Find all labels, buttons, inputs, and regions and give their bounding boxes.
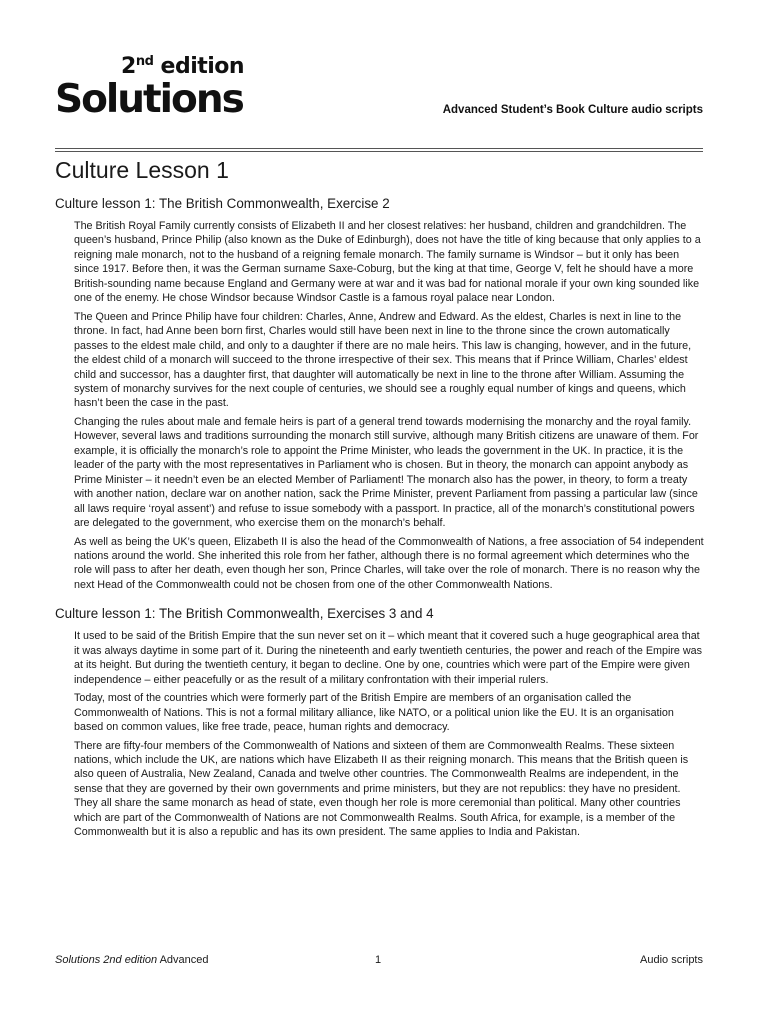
header-rule-bottom xyxy=(55,151,703,152)
logo-edition-word: edition xyxy=(153,54,245,79)
logo-solutions: Solutions xyxy=(55,77,243,122)
main-content xyxy=(55,155,705,844)
paragraph: The Queen and Prince Philip have four children: Charles, Anne, Andrew and Edward. As the eldest, Charles is next in line to the throne. In fact, had Anne been born first, Charles would still have been next in line to the throne since the crown automatically passes to the eldest male child, and only to a daughter if there are no male heirs. This law is changing, however, and in the future, the eldest child of a monarch will succeed to the throne irrespective of their sex. This means that if Prince William, Charles’ eldest child and successor, has a daughter first, that daughter will automatically be next in line to the throne after William. Assuming the system of monarchy survives for the next couple of centuries, we should see a roughly equal number of kings and queens, which hasn’t been the case in the past. xyxy=(74,310,692,410)
paragraph: The British Royal Family currently consists of Elizabeth II and her closest relatives: her husband, children and grandchildren. The queen’s husband, Prince Philip (also known as the Duke of Edinburgh), does not have the title of king because that only applies to a reigning male monarch, not to the husband of a reigning female monarch. The family surname is Windsor – but it only has been since 1917. Before then, it was the German surname Saxe-Coburg, but the king at that time, George V, felt he should have a more British-sounding name because England and Germany were at war and it was bad for national morale if your own king sounded like one of the enemy. He chose Windsor because Windsor Castle is a famous royal palace near London. xyxy=(74,220,701,305)
section-heading: Culture lesson 1: The British Commonwealth, Exercise 2 xyxy=(55,196,390,211)
section-heading: Culture lesson 1: The British Commonwealth, Exercises 3 and 4 xyxy=(55,606,434,622)
paragraph: Changing the rules about male and female heirs is part of a general trend towards modernising the monarchy and the royal family. However, several laws and traditions surrounding the monarch still survive, although many British citizens are unaware of them. For example, it is officially the monarch’s role to appoint the Prime Minister, who leads the government in the UK. In practice, it is the leader of the party with the most representatives in Parliament who is chosen. But in theory, the monarch can appoint anybody as Prime Minister – it needn’t even be an elected Member of Parliament! The monarch also has the power, in theory, to form a treaty with another nation, declare war on another nation, sack the Prime Minister, prevent Parliament from passing a particular law (since all laws require ‘royal assent’) and refuse to issue somebody with a passport. In practice, all of the monarch’s constitutional powers are delegated to the government, who exercise them on the monarch’s behalf. xyxy=(74,415,699,530)
paragraph: It used to be said of the British Empire that the sun never set on it – which meant that it covered such a huge geographical area that it was always daytime in some part of it. During the nineteenth and early twentieth centuries, the power and reach of the Empire was at its height. But during the twentieth century, it began to decline. One by one, countries which were part of the Empire were given independence – either peacefully or as the result of a military confrontation with their imperial rulers. xyxy=(74,630,703,686)
lesson-title: Culture Lesson 1 xyxy=(55,157,229,183)
section-exercise-2 xyxy=(55,196,705,592)
logo-edition-number: 2 xyxy=(121,54,136,79)
page-header xyxy=(55,52,703,122)
paragraph: As well as being the UK’s queen, Elizabeth II is also the head of the Commonwealth of Nations, a free association of 54 independent nations around the world. She inherited this role from her father, although there is no formal agreement which determines who the role will pass to after her death, even though her son, Prince Charles, will take over the role of monarch. There is no reason why the next Head of the Commonwealth could not be chosen from one of the other Commonwealth Nations. xyxy=(74,535,704,591)
footer-section: Audio scripts xyxy=(640,954,703,966)
paragraph: There are fifty-four members of the Commonwealth of Nations and sixteen of them are Commonwealth Realms. These sixteen nations, which include the UK, are nations which have Elizabeth II as their reigning monarch. This means that the British queen is also queen of Australia, New Zealand, Canada and twelve other countries. The Commonwealth Realms are independent, in the sense that they are governed by their own governments and prime ministers, but they are not republics: they have no president. They all share the same monarch as head of state, even though her role is more ceremonial than political. Many other countries which are part of the Commonwealth of Nations are not Commonwealth Realms. South Africa, for example, is a member of the Commonwealth but it is also a republic and has its own president. The same applies to India and Pakistan. xyxy=(74,739,689,839)
section-exercises-3-4 xyxy=(55,606,705,839)
paragraph: Today, most of the countries which were formerly part of the British Empire are members of an organisation called the Commonwealth of Nations. This is not a formal military alliance, like NATO, or a political union like the EU. It is an organisation based on common values, like free trade, peace, human rights and democracy. xyxy=(74,692,674,734)
footer-level: Advanced xyxy=(157,954,209,966)
footer-book-title xyxy=(55,954,209,966)
header-subtitle: Advanced Student’s Book Culture audio scripts xyxy=(442,104,703,116)
logo-edition xyxy=(121,56,244,78)
logo-edition-suffix: nd xyxy=(135,54,154,69)
footer-page-number: 1 xyxy=(375,954,382,966)
footer-title: Solutions 2nd edition xyxy=(55,954,158,966)
header-rule-top xyxy=(55,148,703,149)
